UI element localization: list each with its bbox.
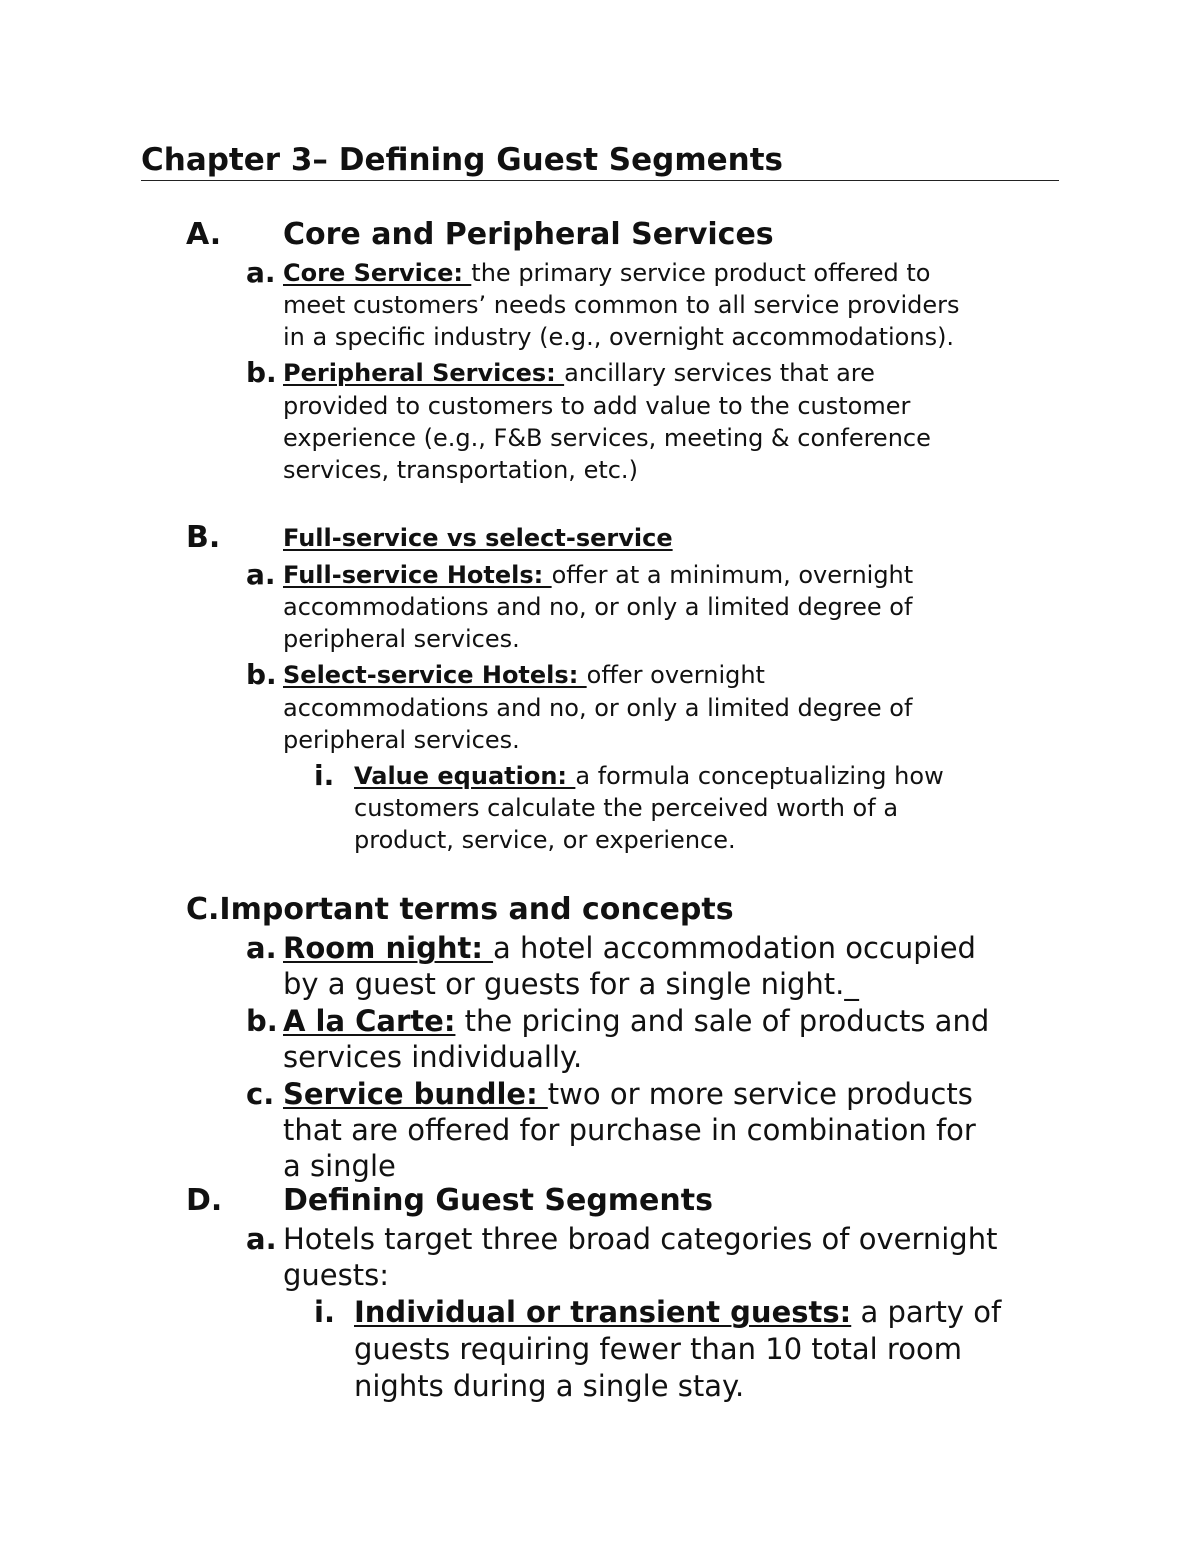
item-text: guests:	[283, 1258, 389, 1292]
item-text: by a guest or guests for a single night._	[283, 967, 859, 1001]
item-marker: b.	[246, 1004, 278, 1038]
item-text: the pricing and sale of products and	[455, 1004, 990, 1038]
item-text: Hotels target three broad categories of overnight	[283, 1222, 998, 1256]
item-text: product, service, or experience.	[354, 826, 736, 854]
item-text: two or more service products	[547, 1077, 973, 1111]
item-marker: a.	[246, 931, 277, 965]
item-text: services, transportation, etc.)	[283, 456, 638, 484]
item-term: Peripheral Services:	[283, 359, 565, 387]
item-term: Room night:	[283, 931, 494, 965]
item-text: customers calculate the perceived worth of a	[354, 794, 899, 822]
item-marker: c.	[246, 1077, 275, 1111]
item-marker: a.	[246, 256, 276, 289]
item-text: accommodations and no, or only a limited degree of	[283, 593, 913, 621]
item-term: Select-service Hotels:	[283, 661, 587, 689]
item-text: provided to customers to add value to the customer	[283, 392, 911, 420]
item-term: A la Carte:	[283, 1004, 456, 1038]
page-title: Chapter 3– Defining Guest Segments	[141, 140, 1059, 181]
item-text: accommodations and no, or only a limited degree of	[283, 694, 913, 722]
item-text: in a specific industry (e.g., overnight accommodations).	[283, 323, 955, 351]
item-text: the primary service product offered to	[471, 259, 931, 287]
item-text: a hotel accommodation occupied	[493, 931, 976, 965]
item-text: guests requiring fewer than 10 total room	[354, 1332, 962, 1366]
section-marker: B.	[186, 520, 221, 555]
item-text: offer at a minimum, overnight	[551, 561, 914, 589]
item-text: a party of	[851, 1295, 1002, 1329]
section-heading: Defining Guest Segments	[283, 1183, 713, 1218]
item-marker: b.	[246, 356, 277, 389]
item-text: ancillary services that are	[564, 359, 875, 387]
section-marker: C.	[186, 892, 220, 927]
item-marker: i.	[314, 1295, 335, 1329]
section-heading: Important terms and concepts	[219, 892, 734, 927]
item-marker: a.	[246, 558, 276, 591]
item-text: that are offered for purchase in combination for	[283, 1113, 976, 1147]
item-text: offer overnight	[586, 661, 765, 689]
item-text: services individually.	[283, 1040, 583, 1074]
item-text: experience (e.g., F&B services, meeting & conference	[283, 424, 931, 452]
item-text: meet customers’ needs common to all service providers	[283, 291, 960, 319]
item-term: Individual or transient guests:	[354, 1295, 852, 1329]
item-text: a formula conceptualizing how	[575, 762, 944, 790]
item-term: Service bundle:	[283, 1077, 548, 1111]
item-text: nights during a single stay.	[354, 1369, 745, 1403]
item-text: peripheral services.	[283, 625, 520, 653]
item-term: Full-service Hotels:	[283, 561, 552, 589]
item-marker: b.	[246, 658, 277, 691]
item-term: Value equation:	[354, 762, 576, 790]
section-heading: Full-service vs select-service	[283, 524, 673, 552]
item-text: a single	[283, 1149, 396, 1183]
section-marker: A.	[186, 217, 222, 252]
item-term: Core Service:	[283, 259, 472, 287]
item-marker: i.	[314, 759, 335, 792]
section-heading: Core and Peripheral Services	[283, 217, 774, 252]
item-text: peripheral services.	[283, 726, 520, 754]
section-marker: D.	[186, 1183, 223, 1218]
item-marker: a.	[246, 1222, 277, 1256]
